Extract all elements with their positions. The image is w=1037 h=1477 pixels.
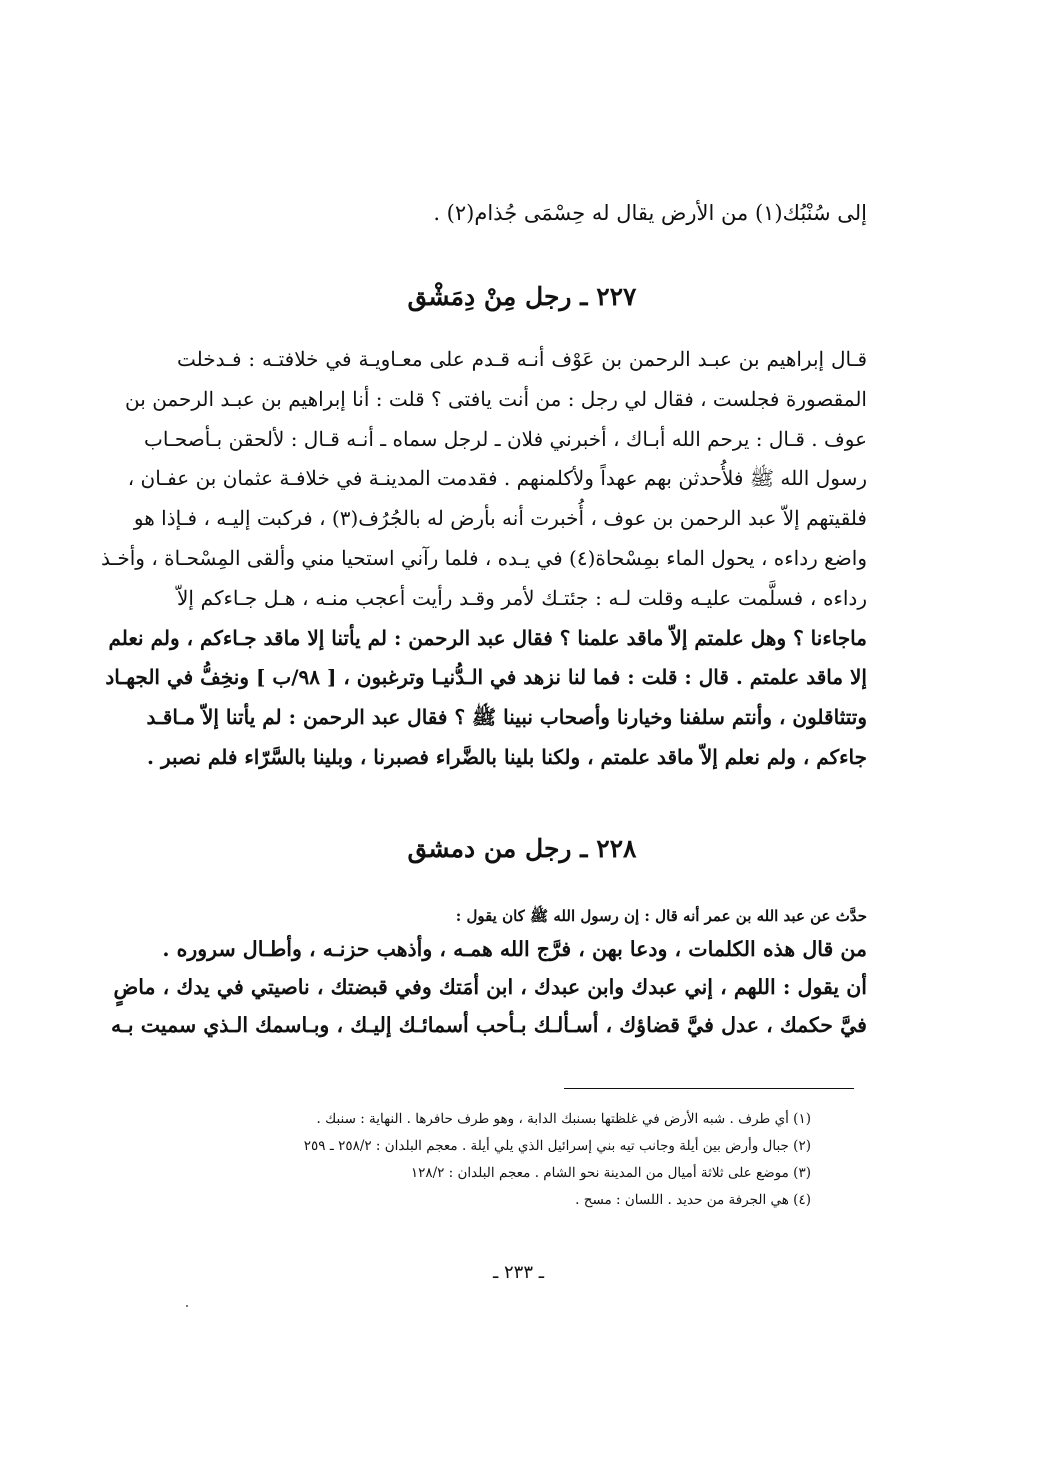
footnote: (٤) هي الجرفة من حديد . اللسان : مسح . [575, 1192, 811, 1208]
bold-body-line: إلا ماقد علمتم . قال : قلت : فما لنا نزهد في الـدُّنيـا وترغبون ، [ ٩٨/ب ] ونخِفُّ في الجهـاد [105, 665, 867, 690]
body-line: المقصورة فجلست ، فقال لي رجل : من أنت يافتى ؟ قلت : أنا إبراهيم بن عبـد الرحمن بن [125, 386, 867, 411]
footnote: (٣) موضع على ثلاثة أميال من المدينة نحو الشام . معجم البلدان : ١٢٨/٢ [410, 1165, 811, 1181]
hadith-intro-line: حدَّث عن عبد الله بن عمر أنه قال : إن رسول الله ﷺ كان يقول : [455, 907, 867, 925]
page-number: ـ ٢٣٣ ـ [492, 1262, 544, 1283]
continued-text [177, 196, 867, 230]
section-body-228 [110, 902, 867, 1044]
footnote: (٢) جبال وأرض بين أيلة وجانب تيه بني إسرائيل الذي يلي أيلة . معجم البلدان : ٢٥٨/٢ ـ ٢٥٩ [303, 1138, 811, 1154]
body-line: واضع رداءه ، يحول الماء بمِسْحاة(٤) في يـده ، فلما رآني استحيا مني وألقى المِسْحـاة ، وأخـذ [101, 545, 867, 570]
bold-body-line: ماجاءنا ؟ وهل علمتم إلاّ ماقد علمنا ؟ فقال عبد الرحمن : لم يأتنا إلا ماقد جـاءكم ، ولم نعلم [108, 625, 867, 650]
body-line: عوف . قـال : يرحم الله أبـاك ، أخبرني فلان ـ لرجل سماه ـ أنـه قـال : لألحقن بـأصحـاب [144, 426, 867, 451]
bold-body-line: جاءكم ، ولم نعلم إلاّ ماقد علمتم ، ولكنا بلينا بالضَّراء فصبرنا ، وبلينا بالسَّرّاء فلم نصبر . [147, 744, 867, 769]
section-body-227 [101, 340, 868, 778]
footnote-divider [564, 1088, 854, 1089]
section-heading-228: ٢٢٨ ـ رجل من دمشق [407, 834, 637, 863]
intro-line: إلى سُنْبُك(١) من الأرض يقال له حِسْمَى جُذام(٢) . [433, 201, 867, 225]
body-line: قـال إبراهيم بن عبـد الرحمن بن عَوْف أنـه قـدم على معـاويـة في خلافتـه : فـدخلت [177, 347, 868, 371]
body-line: رسول الله ﷺ فلأُحدثن بهم عهداً ولأكلمنهم . فقدمت المدينـة في خلافـة عثمان بن عفـان ، [127, 466, 867, 491]
section-heading-227: ٢٢٧ ـ رجل مِنْ دِمَشْق [407, 282, 637, 311]
footnotes [211, 1106, 811, 1214]
hadith-line: فيَّ حكمك ، عدل فيَّ قضاؤك ، أسـألـك بـأحب أسمائـك إليـك ، وبـاسمك الـذي سميت بـه [110, 1013, 867, 1037]
body-line: فلقيتهم إلاّ عبد الرحمن بن عوف ، أُخبرت أنه بأرض له بالجُرُف(٣) ، فركبت إليـه ، فـإذا هو [133, 506, 867, 531]
footnote: (١) أي طرف . شبه الأرض في غلظتها بسنبك الدابة ، وهو طرف حافرها . النهاية : سنبك . [316, 1111, 811, 1127]
hadith-line: من قال هذه الكلمات ، ودعا بهن ، فرَّج الله همـه ، وأذهب حزنـه ، وأطـال سروره . [162, 937, 867, 961]
scan-speck [186, 1305, 188, 1307]
body-line: رداءه ، فسلَّمت عليـه وقلت لـه : جئتـك لأمر وقـد رأيت أعجب منـه ، هـل جـاءكم إلاّ [177, 585, 867, 610]
hadith-line: أن يقول : اللهم ، إني عبدك وابن عبدك ، ابن أمَتك وفي قبضتك ، ناصيتي في يدك ، ماضٍ [113, 975, 867, 999]
bold-body-line: وتتثاقلون ، وأنتم سلفنا وخيارنا وأصحاب نبينا ﷺ ؟ فقال عبد الرحمن : لم يأتنا إلاّ مـاقـد [146, 705, 867, 730]
